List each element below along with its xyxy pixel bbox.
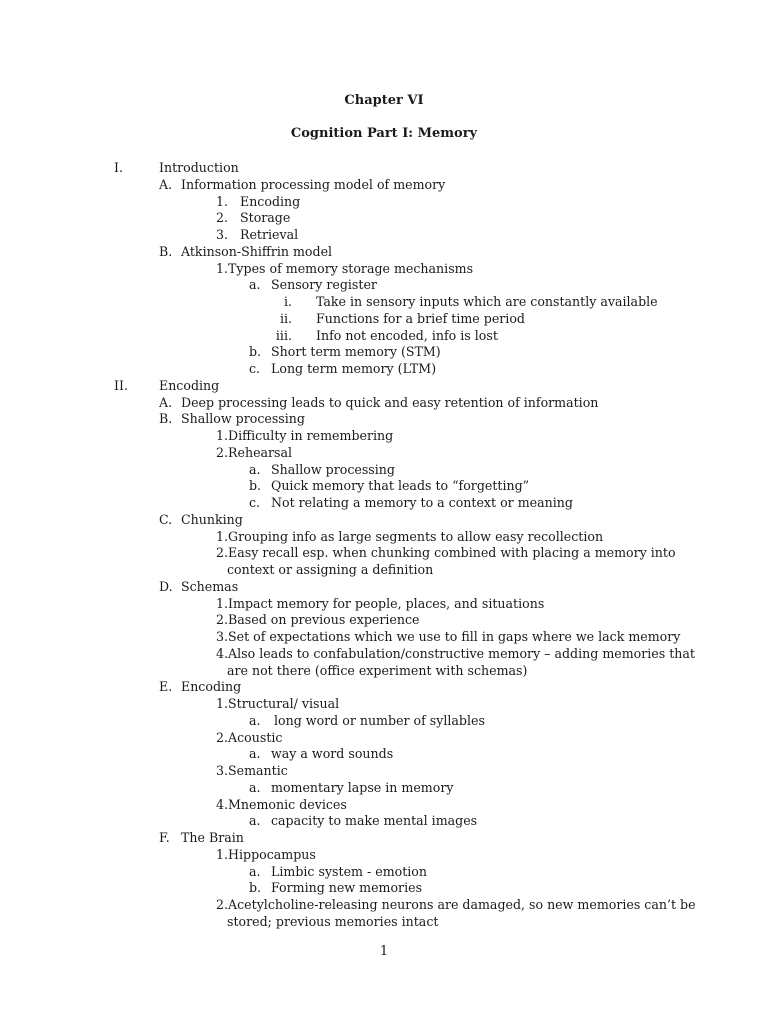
outline-item-label: a. [249, 813, 261, 829]
outline-item-text [216, 763, 288, 779]
outline-item-body: Also leads to confabulation/constructive memory – adding memories that [228, 645, 695, 661]
outline-item-label: a. [249, 746, 261, 762]
outline-item-label: b. [249, 478, 262, 494]
outline-item-text: The Brain [181, 830, 244, 845]
outline-item-label: 1. [216, 260, 229, 276]
outline-item-text: Not relating a memory to a context or meaning [271, 495, 573, 510]
outline-item-text [216, 730, 282, 746]
outline-item-label: 1. [216, 528, 229, 544]
outline-item-label: a. [249, 712, 261, 728]
outline-item-label: a. [249, 863, 261, 879]
outline-item-text: Functions for a brief time period [316, 310, 525, 326]
outline-item-body: Semantic [228, 763, 288, 778]
outline-item-label: a. [249, 461, 261, 477]
outline-item-label: 1. [216, 696, 229, 711]
outline-item-label: a. [249, 779, 261, 795]
outline-item-body: Difficulty in remembering [228, 428, 394, 443]
outline-item-label: ii. [279, 310, 292, 326]
outline-item-text [216, 445, 292, 461]
outline-item-label: 1. [216, 428, 229, 443]
outline-item-text: Encoding [181, 679, 242, 695]
outline-item-text: Info not encoded, info is lost [316, 327, 498, 343]
outline-item-label: 3. [216, 629, 229, 644]
outline-item-body: Mnemonic devices [228, 796, 347, 812]
outline-item-text [216, 612, 420, 628]
outline-item-text [216, 897, 696, 913]
outline-item-text [216, 261, 473, 277]
outline-item-text [216, 847, 316, 863]
outline-item-label: E. [159, 679, 173, 695]
outline-item-text: Limbic system - emotion [271, 863, 427, 879]
outline-item-text [216, 696, 339, 712]
outline-item-text: Encoding [159, 377, 220, 393]
outline-item-text [216, 529, 603, 545]
outline-item-body: Set of expectations which we use to fill in gaps where we lack memory [228, 629, 681, 644]
chapter-heading: Chapter VI [344, 93, 424, 108]
outline-item-label: 1. [216, 846, 229, 862]
outline-item-text [216, 428, 393, 444]
outline-item-text: Information processing model of memory [181, 176, 446, 192]
outline-item-text: Sensory register [271, 277, 377, 293]
outline-item-text: Take in sensory inputs which are constantly available [316, 294, 658, 309]
outline-item-label: 2. [216, 897, 229, 912]
outline-item-text: momentary lapse in memory [271, 779, 454, 795]
outline-item-text: Deep processing leads to quick and easy retention of information [181, 394, 599, 410]
outline-item-label: 2. [216, 545, 229, 561]
outline-item-text: stored; previous memories intact [227, 913, 439, 929]
outline-item-text: Retrieval [240, 227, 299, 242]
outline-item-label: 2. [216, 444, 229, 460]
outline-item-label: A. [159, 394, 173, 410]
outline-item-label: c. [249, 361, 261, 376]
outline-item-text [216, 629, 680, 645]
outline-item-label: 2. [216, 210, 229, 226]
outline-item-label: c. [249, 495, 261, 510]
outline-item-label: 2. [216, 729, 229, 745]
document-title: Cognition Part I: Memory [290, 126, 478, 141]
outline-item-label: 4. [216, 645, 229, 661]
outline-item-text: are not there (office experiment with schemas) [227, 662, 528, 678]
outline-item-label: 3. [216, 763, 229, 778]
outline-item-label: B. [159, 411, 173, 427]
outline-item-text: Shallow processing [271, 461, 395, 477]
outline-item-label: 4. [216, 796, 229, 812]
outline-item-text: Introduction [159, 160, 239, 175]
outline-item-text: long word or number of syllables [274, 712, 485, 728]
outline-item-body: Acetylcholine-releasing neurons are damaged, so new memories can’t be [228, 897, 696, 912]
outline-item-body: Hippocampus [228, 846, 316, 862]
outline-item-text: way a word sounds [271, 746, 394, 762]
outline-item-label: C. [159, 511, 173, 527]
outline-item-label: 3. [216, 227, 229, 242]
outline-item-label: D. [159, 578, 173, 594]
outline-item-body: Easy recall esp. when chunking combined with placing a memory into [228, 545, 676, 561]
outline-item-label: B. [159, 243, 173, 259]
outline-item-text: Quick memory that leads to “forgetting” [271, 478, 530, 494]
outline-item-text: Shallow processing [181, 411, 305, 427]
outline-item-label: II. [114, 377, 128, 393]
outline-item-label: a. [249, 277, 261, 293]
outline-item-text: Atkinson-Shiffrin model [181, 243, 333, 259]
outline-item-text: Forming new memories [271, 880, 423, 896]
outline-item-body: Rehearsal [228, 444, 293, 460]
outline-item-text: Long term memory (LTM) [271, 361, 437, 376]
outline-item-text: Short term memory (STM) [271, 344, 441, 360]
outline-item-text: context or assigning a definition [227, 562, 434, 577]
outline-item-label: 1. [216, 193, 229, 209]
outline-item-text: Schemas [181, 578, 239, 594]
outline-item-label: 2. [216, 612, 229, 628]
page-number: 1 [379, 944, 389, 959]
outline-item-label: I. [114, 160, 123, 175]
outline-item-text: Storage [240, 210, 291, 226]
outline-item-label: b. [249, 880, 262, 896]
outline-item-body: Impact memory for people, places, and situations [228, 595, 545, 611]
outline-item-label: A. [159, 176, 173, 192]
outline-item-text [216, 646, 695, 662]
outline-item-label: 1. [216, 595, 229, 611]
outline-item-label: F. [159, 830, 170, 845]
outline-item-body: Based on previous experience [228, 612, 420, 628]
outline-item-text: capacity to make mental images [271, 813, 478, 829]
outline-item-text [216, 596, 544, 612]
outline-item-body: Acoustic [228, 729, 283, 745]
outline-item-label: iii. [275, 327, 292, 343]
outline-item-body: Grouping info as large segments to allow easy recollection [228, 528, 604, 544]
outline-item-label: i. [283, 294, 292, 309]
outline-item-label: b. [249, 344, 262, 360]
outline-item-body: Types of memory storage mechanisms [228, 260, 474, 276]
outline-item-text: Encoding [240, 193, 301, 209]
outline-item-text [216, 797, 347, 813]
outline-item-text: Chunking [181, 511, 243, 527]
outline-item-text [216, 545, 676, 561]
outline-item-body: Structural/ visual [228, 696, 340, 711]
